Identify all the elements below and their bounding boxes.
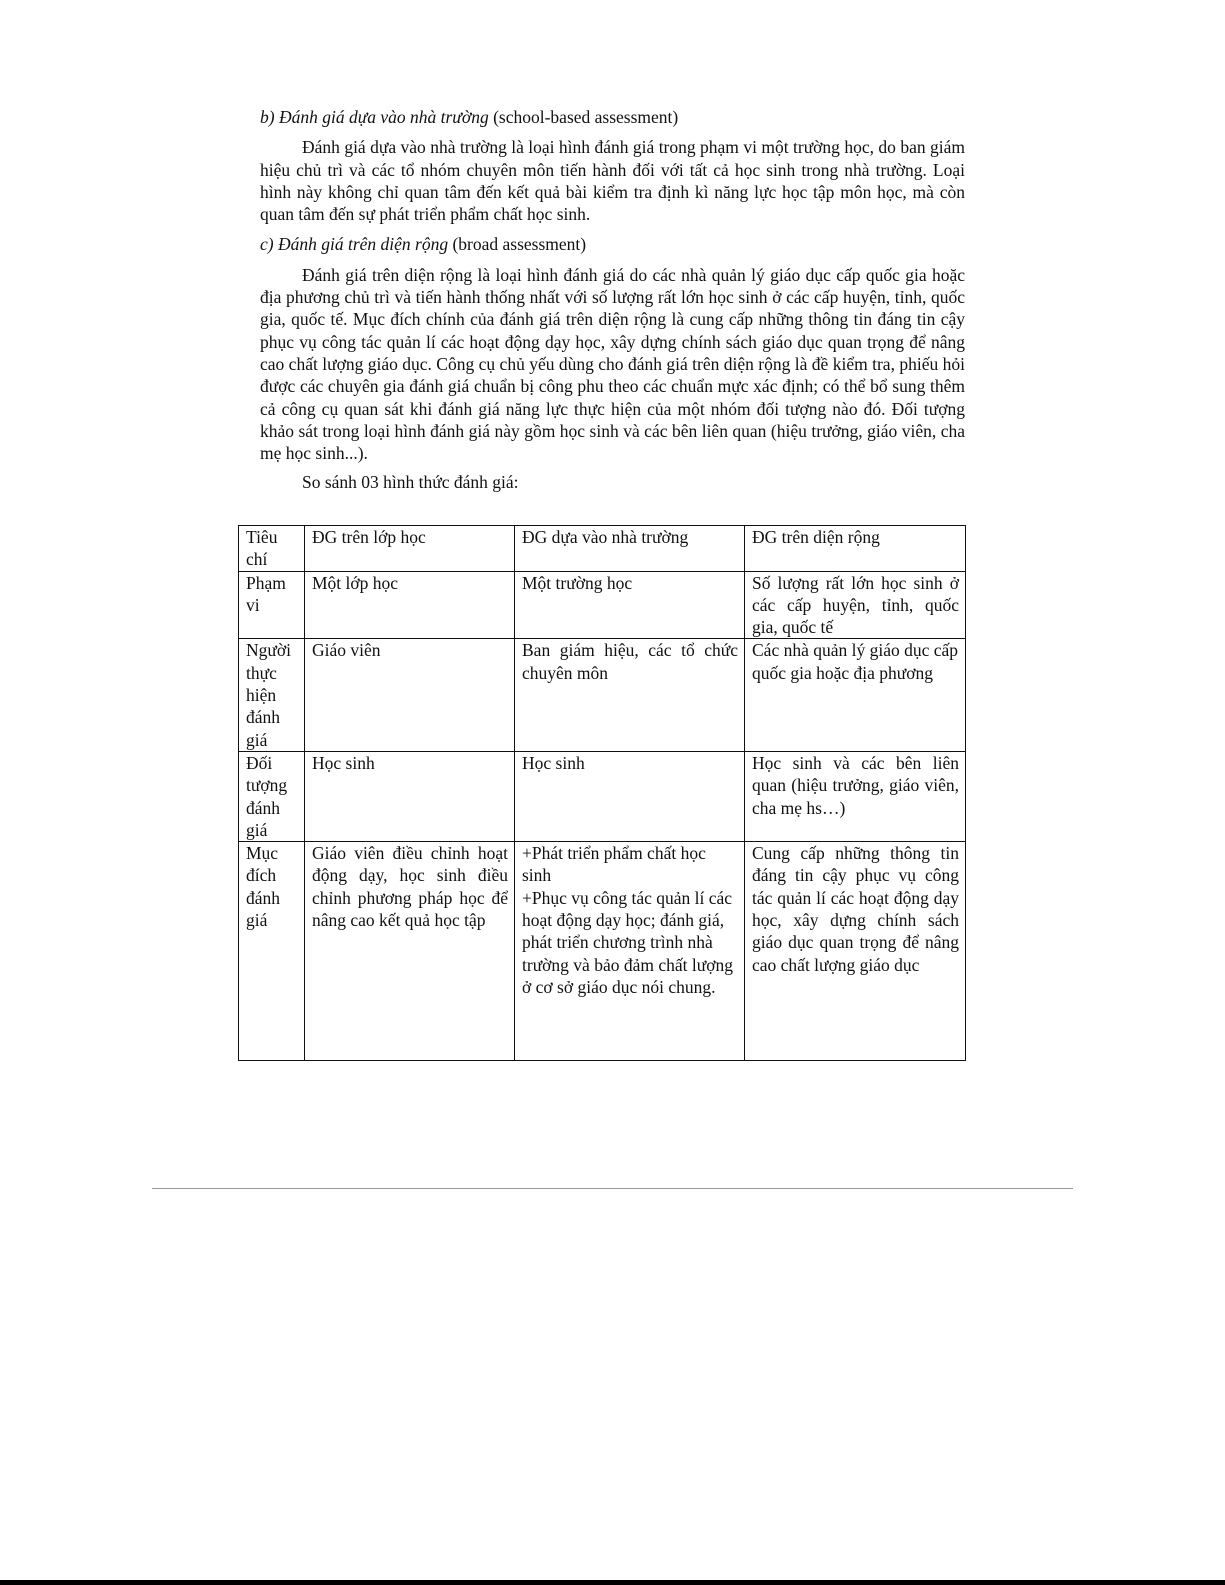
table-cell: Học sinh và các bên liên quan (hiệu trưởng, giáo viên, cha mẹ hs…) — [745, 751, 966, 841]
section-b-heading — [260, 106, 965, 128]
table-cell: Mục đích đánh giá — [239, 842, 305, 1061]
table-row — [239, 639, 966, 751]
table-header-row — [239, 526, 966, 572]
table-cell: Giáo viên điều chỉnh hoạt động dạy, học sinh điều chỉnh phương pháp học để nâng cao kết quả học tập — [305, 842, 515, 1061]
section-c-heading — [260, 233, 965, 255]
table-cell: Học sinh — [515, 751, 745, 841]
section-b-paragraph: Đánh giá dựa vào nhà trường là loại hình đánh giá trong phạm vi một trường học, do ban giám hiệu chủ trì và các tổ nhóm chuyên môn tiến hành đối với tất cả học sinh trong nhà trường. Loại hình này không chỉ quan tâm đến kết quả bài kiểm tra định kì năng lực học tập môn học, mà còn quan tâm đến sự phát triển phẩm chất học sinh. — [260, 137, 965, 225]
table-cell: Các nhà quản lý giáo dục cấp quốc gia hoặc địa phương — [745, 639, 966, 751]
section-b-title: b) Đánh giá dựa vào nhà trường — [260, 107, 489, 127]
table-row — [239, 751, 966, 841]
table-cell: Học sinh — [305, 751, 515, 841]
header-school-based: ĐG dựa vào nhà trường — [515, 526, 745, 572]
table-cell: Cung cấp những thông tin đáng tin cậy phục vụ công tác quản lí các hoạt động dạy học, xây dựng chính sách giáo dục quan trọng để nâng cao chất lượng giáo dục — [745, 842, 966, 1061]
section-b-subtitle: (school-based assessment) — [493, 107, 679, 127]
header-broad: ĐG trên diện rộng — [745, 526, 966, 572]
header-classroom: ĐG trên lớp học — [305, 526, 515, 572]
table-cell: Số lượng rất lớn học sinh ở các cấp huyện, tỉnh, quốc gia, quốc tế — [745, 571, 966, 639]
table-cell: Một trường học — [515, 571, 745, 639]
footer-divider — [152, 1188, 1073, 1189]
section-c-paragraph: Đánh giá trên diện rộng là loại hình đánh giá do các nhà quản lý giáo dục cấp quốc gia hoặc địa phương chủ trì và tiến hành thống nhất với số lượng rất lớn học sinh ở các cấp huyện, tỉnh, quốc gia, quốc tế. Mục đích chính của đánh giá trên diện rộng là cung cấp những thông tin đáng tin cậy phục vụ công tác quản lí các hoạt động dạy học, xây dựng chính sách giáo dục quan trọng để nâng cao chất lượng giáo dục. Công cụ chủ yếu dùng cho đánh giá trên diện rộng là đề kiểm tra, phiếu hỏi được các chuyên gia đánh giá chuẩn bị công phu theo các chuẩn mực xác định; có thể bổ sung thêm cả công cụ quan sát khi đánh giá năng lực thực hiện của một nhóm đối tượng nào đó. Đối tượng khảo sát trong loại hình đánh giá này gồm học sinh và các bên liên quan (hiệu trưởng, giáo viên, cha mẹ học sinh...). — [260, 264, 965, 464]
table-cell: Đối tượng đánh giá — [239, 751, 305, 841]
section-c-title: c) Đánh giá trên diện rộng — [260, 234, 449, 255]
comparison-table — [238, 525, 966, 1061]
table-row — [239, 571, 966, 639]
table-caption: So sánh 03 hình thức đánh giá: — [302, 472, 519, 493]
header-criteria: Tiêu chí — [239, 526, 305, 572]
bottom-edge-bar — [0, 1580, 1225, 1585]
table-cell: Một lớp học — [305, 571, 515, 639]
section-c-subtitle: (broad assessment) — [452, 234, 587, 255]
purpose-school-line-1: +Phát triển phẩm chất học sinh — [522, 843, 706, 886]
table-cell: Giáo viên — [305, 639, 515, 751]
table-cell-purpose-school — [515, 842, 745, 1061]
document-body — [260, 106, 965, 492]
table-cell: Ban giám hiệu, các tổ chức chuyên môn — [515, 639, 745, 751]
table-cell: Phạm vi — [239, 571, 305, 639]
purpose-school-line-2: +Phục vụ công tác quản lí các hoạt động dạy học; đánh giá, phát triển chương trình nhà trường và bảo đảm chất lượng ở cơ sở giáo dục nói chung. — [522, 887, 733, 997]
table-cell: Người thực hiện đánh giá — [239, 639, 305, 751]
table-row — [239, 842, 966, 1061]
